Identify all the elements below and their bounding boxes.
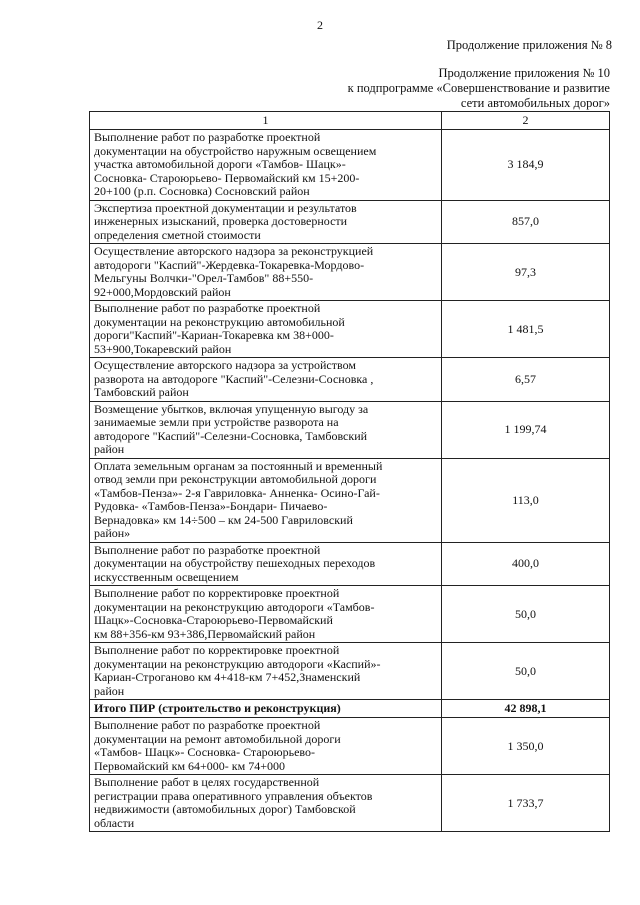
column-header: 2 [442,112,610,130]
description-line: отвод земли при реконструкции автомобильной дороги [94,472,377,486]
description-line: «Тамбов-Пенза»- 2-я Гавриловка- Анненка- Осино-Гай- [94,485,380,500]
description-line: искусственным освещением [94,569,239,584]
table-row [90,358,610,402]
description-line: Выполнение работ по разработке проектной [94,301,321,315]
table-row [90,718,610,775]
row-value: 1 350,0 [442,718,610,775]
description-line: Оплата земельным органам за постоянный и временный [94,458,383,473]
description-line: Осуществление авторского надзора за устройством [94,358,356,372]
row-description [90,718,442,775]
continuation-appendix-10 [348,66,610,111]
description-line: Первомайский км 64+000- км 74+000 [94,758,285,773]
table-row [90,301,610,358]
row-value: 97,3 [442,244,610,301]
total-row [90,700,610,718]
description-line: разворота на автодороге "Каспий"-Селезни-Сосновка , [94,371,374,386]
row-description [90,643,442,700]
table-row [90,130,610,201]
description-line: Выполнение работ по корректировке проектной [94,586,340,600]
continuation-line: сети автомобильных дорог» [460,96,610,110]
row-value: 3 184,9 [442,130,610,201]
description-line: документации на обустройству пешеходных переходов [94,556,376,570]
table-row [90,401,610,458]
row-description [90,401,442,458]
description-line: участка автомобильной дороги «Тамбов- Шацк»- [94,157,346,171]
row-value: 400,0 [442,542,610,586]
description-line: дороги"Каспий"-Кариан-Токаревка км 38+000- [94,328,334,342]
continuation-line: к подпрограмме «Совершенствование и развитие [347,81,610,95]
description-line: Сосновка- Староюрьево- Первомайский км 15+200- [94,170,360,185]
description-line: Мельгуны Волчки-"Орел-Тамбов" 88+550- [94,271,314,285]
continuation-line: Продолжение приложения № 10 [438,66,610,80]
row-value: 50,0 [442,643,610,700]
row-description [90,358,442,402]
row-description [90,775,442,832]
description-line: регистрации права оперативного управления объектов [94,788,373,803]
description-line: Итого ПИР (строительство и реконструкция) [94,700,341,715]
row-description [90,700,442,718]
continuation-appendix-8: Продолжение приложения № 8 [446,38,612,52]
description-line: Выполнение работ по разработке проектной [94,130,321,144]
table-row [90,200,610,244]
description-line: «Тамбов- Шацк»- Сосновка- Староюрьево- [94,745,315,759]
description-line: документации на ремонт автомобильной дороги [94,731,341,746]
row-value: 1 481,5 [442,301,610,358]
description-line: документации на реконструкцию автодороги «Каспий»- [94,656,381,671]
description-line: Кариан-Строганово км 4+418-км 7+452,Знаменский [94,670,361,684]
row-description [90,542,442,586]
row-description [90,130,442,201]
description-line: 53+900,Токаревский район [94,341,232,356]
table-row [90,643,610,700]
row-value: 113,0 [442,458,610,542]
table-header-row [90,112,610,130]
row-value: 50,0 [442,586,610,643]
row-description [90,458,442,542]
description-line: области [94,815,135,830]
description-line: Шацк»-Сосновка-Староюрьево-Первомайский [94,613,333,627]
description-line: Выполнение работ по разработке проектной [94,718,321,732]
description-line: Вернадовка» км 14÷500 – км 24-500 Гавриловский [94,512,353,527]
table-row [90,586,610,643]
description-line: район [94,442,125,456]
row-value: 857,0 [442,200,610,244]
description-line: Выполнение работ в целях государственной [94,775,320,789]
description-line: недвижимости (автомобильных дорог) Тамбовской [94,802,356,816]
description-line: документации на реконструкцию автодороги «Тамбов- [94,599,375,614]
description-line: 20+100 (р.п. Сосновка) Сосновский район [94,184,310,198]
description-line: инженерных изысканий, проверка достоверности [94,214,348,228]
description-line: район» [94,526,131,540]
budget-table [89,111,610,832]
description-line: Возмещение убытков, включая упущенную выгоду за [94,401,369,416]
row-description [90,586,442,643]
row-value: 42 898,1 [442,700,610,718]
column-header: 1 [90,112,442,130]
description-line: документации на реконструкцию автомобильной [94,314,345,329]
row-description [90,200,442,244]
description-line: км 88+356-км 93+386,Первомайский район [94,626,316,641]
table-row [90,775,610,832]
page-number: 2 [317,18,323,32]
description-line: 92+000,Мордовский район [94,284,231,299]
description-line: Тамбовский район [94,385,189,399]
table-row [90,458,610,542]
description-line: документации на обустройство наружным освещением [94,143,377,158]
description-line: Осуществление авторского надзора за реконструкцией [94,244,374,258]
description-line: автодороге "Каспий"-Селезни-Сосновка, Тамбовский [94,428,368,443]
table-row [90,244,610,301]
description-line: автодороги "Каспий"-Жердевка-Токаревка-Мордово- [94,257,365,272]
description-line: определения сметной стоимости [94,227,261,242]
description-line: Рудовка- «Тамбов-Пенза»-Бондари- Пичаево- [94,499,328,513]
table-body [90,130,610,832]
description-line: район [94,683,125,698]
row-description [90,244,442,301]
description-line: Выполнение работ по корректировке проектной [94,643,340,657]
row-description [90,301,442,358]
row-value: 1 733,7 [442,775,610,832]
description-line: занимаемые земли при устройстве разворота на [94,415,339,429]
description-line: Экспертиза проектной документации и результатов [94,200,357,215]
row-value: 1 199,74 [442,401,610,458]
description-line: Выполнение работ по разработке проектной [94,542,321,557]
row-value: 6,57 [442,358,610,402]
table-row [90,542,610,586]
